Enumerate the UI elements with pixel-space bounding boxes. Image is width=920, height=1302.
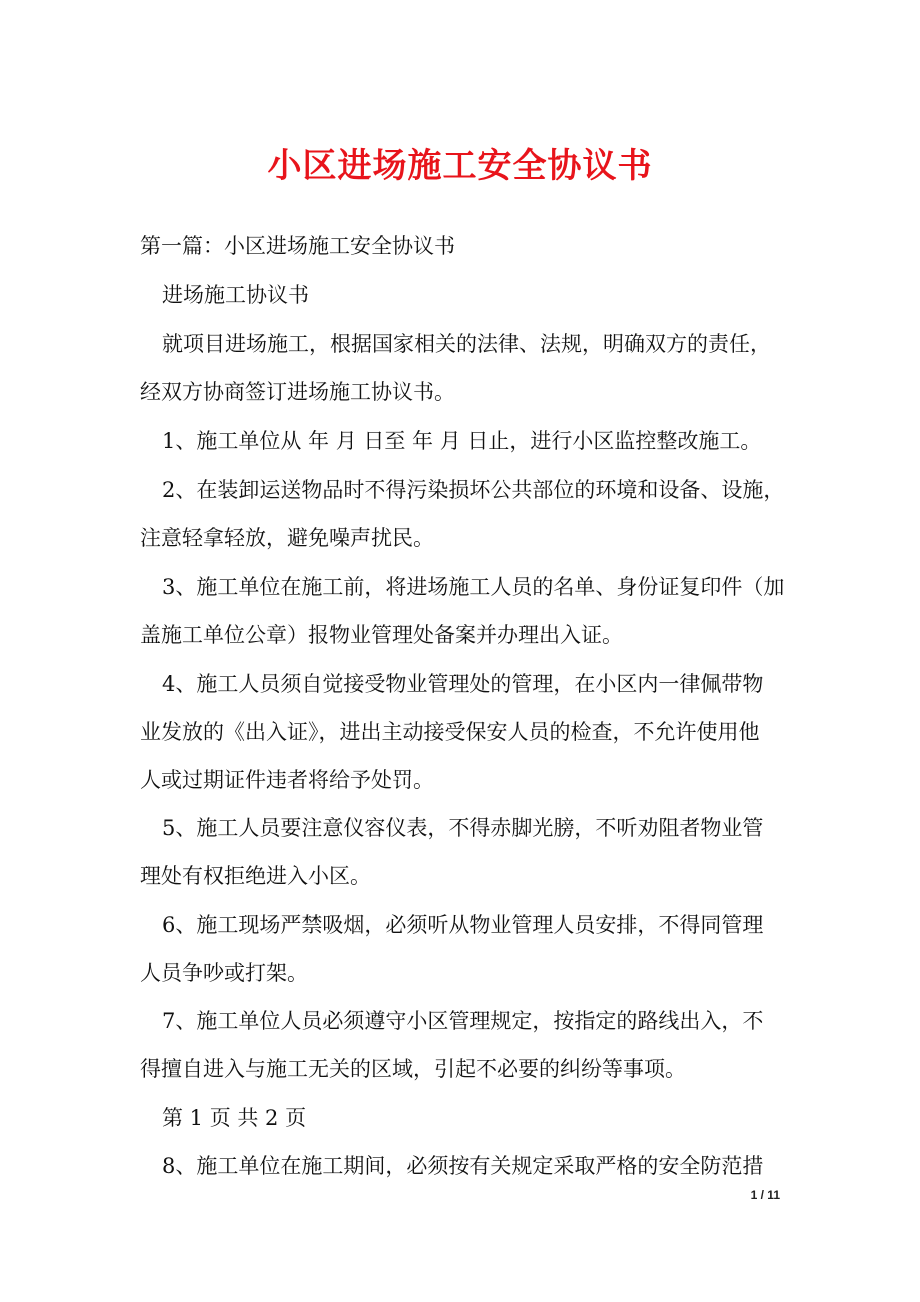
page-number: 1 / 11	[750, 1188, 780, 1202]
clause-8: 8、施工单位在施工期间，必须按有关规定采取严格的安全防范措	[162, 1154, 764, 1178]
clause-6: 6、施工现场严禁吸烟，必须听从物业管理人员安排，不得同管理	[162, 913, 764, 937]
paragraph-line: 人员争吵或打架。	[140, 961, 308, 985]
clause-5: 5、施工人员要注意仪容仪表，不得赤脚光膀，不听劝阻者物业管	[162, 816, 764, 840]
subheading: 进场施工协议书	[162, 283, 309, 307]
section-heading: 第一篇：小区进场施工安全协议书	[140, 234, 455, 258]
paragraph-line: 理处有权拒绝进入小区。	[140, 864, 371, 888]
paragraph-line: 经双方协商签订进场施工协议书。	[140, 380, 455, 404]
clause-7: 7、施工单位人员必须遵守小区管理规定，按指定的路线出入，不	[162, 1009, 764, 1033]
paragraph-line: 就项目进场施工，根据国家相关的法律、法规，明确双方的责任，	[162, 332, 771, 356]
paragraph-line: 盖施工单位公章）报物业管理处备案并办理出入证。	[140, 623, 623, 647]
document-title: 小区进场施工安全协议书	[267, 146, 653, 186]
paragraph-line: 业发放的《出入证》，进出主动接受保安人员的检查，不允许使用他	[140, 720, 760, 744]
paragraph-line: 人或过期证件违者将给予处罚。	[140, 768, 434, 792]
clause-1: 1、施工单位从 年 月 日至 年 月 日止，进行小区监控整改施工。	[162, 429, 762, 453]
clause-4: 4、施工人员须自觉接受物业管理处的管理，在小区内一律佩带物	[162, 672, 764, 696]
inline-page-marker: 第 1 页 共 2 页	[162, 1106, 307, 1130]
paragraph-line: 注意轻拿轻放，避免噪声扰民。	[140, 526, 434, 550]
clause-2: 2、在装卸运送物品时不得污染损坏公共部位的环境和设备、设施，	[162, 478, 785, 502]
clause-3: 3、施工单位在施工前，将进场施工人员的名单、身份证复印件（加	[162, 575, 785, 599]
paragraph-line: 得擅自进入与施工无关的区域，引起不必要的纠纷等事项。	[140, 1057, 686, 1081]
